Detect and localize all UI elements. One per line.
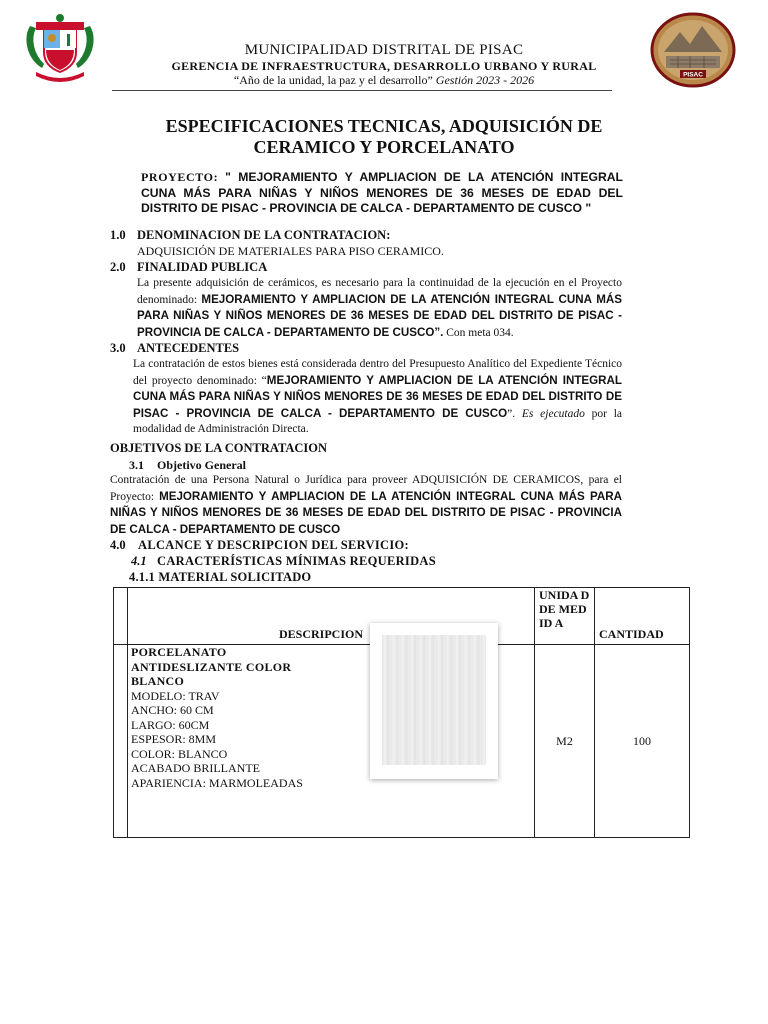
- header-motto: [0, 73, 768, 88]
- objectives-title: OBJETIVOS DE LA CONTRATACION: [110, 441, 328, 455]
- document-title-line2: CERAMICO Y PORCELANATO: [253, 137, 515, 157]
- municipality-name: MUNICIPALIDAD DISTRITAL DE PISAC: [244, 42, 524, 58]
- item-spec: MODELO: TRAV: [131, 688, 220, 703]
- item-spec: ACABADO BRILLANTE: [131, 761, 260, 775]
- section-1-title: DENOMINACION DE LA CONTRATACION:: [137, 228, 391, 242]
- section-3-title: ANTECEDENTES: [137, 341, 240, 355]
- seal-text: PISAC: [683, 71, 703, 79]
- table-cell-index: [114, 645, 128, 838]
- objective-text-a: Contratación de una Persona Natural o Jurídica para proveer ADQUISICIÓN DE CERAMICOS, para el Proyecto:: [110, 474, 622, 503]
- section-2-project-name: MEJORAMIENTO Y AMPLIACION DE LA ATENCIÓN INTEGRAL CUNA MÁS PARA NIÑAS Y NIÑOS MENORES DE 36 MESES DE EDAD DEL DISTRITO DE PISAC - PROVINCIA DE CALCA - DEPARTAMENTO DE CUSCO”.: [137, 292, 623, 339]
- section-3-text-c: ”.: [507, 407, 516, 420]
- item-spec: COLOR: BLANCO: [131, 746, 228, 761]
- management-term: Gestión 2023 - 2026: [435, 73, 535, 87]
- document-title-line1: ESPECIFICACIONES TECNICAS, ADQUISICIÓN DE: [165, 116, 603, 136]
- section-4-title: ALCANCE Y DESCRIPCION DEL SERVICIO:: [138, 538, 409, 552]
- section-1-num: 1.0: [110, 228, 126, 242]
- item-spec: LARGO: 60CM: [131, 717, 210, 732]
- department-name: GERENCIA DE INFRAESTRUCTURA, DESARROLLO URBANO Y RURAL: [171, 59, 597, 73]
- table-cell-quantity: [595, 645, 690, 838]
- item-spec: APARIENCIA: MARMOLEADAS: [131, 775, 303, 790]
- item-quantity: 100: [633, 733, 651, 748]
- motto-text: “Año de la unidad, la paz y el desarrollo”: [233, 73, 433, 87]
- header-divider: [112, 90, 612, 91]
- section-3-text-e: por la modalidad de Administración Directa.: [133, 407, 623, 435]
- item-unit: M2: [556, 733, 573, 748]
- section-3-text: [133, 357, 622, 438]
- section-3-project-name: MEJORAMIENTO Y AMPLIACION DE LA ATENCIÓN INTEGRAL CUNA MÁS PARA NIÑAS Y NIÑOS MENORES DE 36 MESES DE EDAD DEL DISTRITO DE PISAC - PROVINCIA DE CALCA - DEPARTAMENTO DE CUSCO: [133, 373, 623, 420]
- section-3-num: 3.0: [110, 341, 126, 355]
- porcelain-tile-image: [370, 623, 498, 779]
- section-2-num: 2.0: [110, 260, 126, 274]
- section-4-1-1-title: 4.1.1 MATERIAL SOLICITADO: [129, 570, 312, 584]
- section-4-num: 4.0: [110, 538, 126, 552]
- marble-tile-texture: [382, 635, 486, 765]
- section-4-1-num: 4.1: [131, 554, 147, 568]
- project-name: " MEJORAMIENTO Y AMPLIACION DE LA ATENCIÓN INTEGRAL CUNA MÁS PARA NIÑAS Y NIÑOS MENORES DE 36 MESES DE EDAD DEL DISTRITO DE PISAC - PROVINCIA DE CALCA - DEPARTAMENTO DE CUSCO ": [141, 170, 623, 215]
- table-header-quantity: CANTIDAD: [599, 627, 664, 641]
- project-statement: [141, 170, 623, 217]
- objective-num: 3.1: [129, 458, 144, 472]
- section-3-text-a: La contratación de estos bienes está considerada dentro del Presupuesto Analítico del Expediente Técnico del proyecto denominado: “: [133, 358, 622, 387]
- item-spec: ANCHO: 60 CM: [131, 703, 214, 717]
- table-header-quantity-cell: [595, 588, 690, 645]
- section-2-text-c: Con meta 034.: [446, 326, 514, 339]
- objective-text: [110, 473, 622, 538]
- item-title: PORCELANATO ANTIDESLIZANTE COLOR BLANCO: [131, 645, 292, 688]
- section-4-1-title: CARACTERÍSTICAS MÍNIMAS REQUERIDAS: [157, 554, 436, 568]
- table-header-unit: UNIDA D DE MEDID A: [539, 588, 590, 630]
- project-label: PROYECTO:: [141, 170, 219, 184]
- section-1-text: ADQUISICIÓN DE MATERIALES PARA PISO CERAMICO.: [137, 244, 444, 258]
- table-header-description: DESCRIPCION: [278, 627, 363, 641]
- item-spec: ESPESOR: 8MM: [131, 732, 217, 746]
- section-2-text: [137, 276, 622, 341]
- section-2-title: FINALIDAD PUBLICA: [137, 260, 268, 274]
- table-cell-index-header: [114, 588, 128, 645]
- table-cell-unit: [535, 645, 595, 838]
- table-header-unit-cell: [535, 588, 595, 645]
- objective-project-name: MEJORAMIENTO Y AMPLIACION DE LA ATENCIÓN INTEGRAL CUNA MÁS PARA NIÑAS Y NIÑOS MENORES DE 36 MESES DE EDAD DEL DISTRITO DE PISAC - PROVINCIA DE CALCA - DEPARTAMENTO DE CUSCO: [110, 489, 623, 536]
- section-3-text-d: Es ejecutado: [521, 407, 585, 420]
- section-2-text-a: La presente adquisición de cerámicos, es necesario para la continuidad de la ejecución en el Proyecto denominado:: [137, 277, 622, 306]
- objective-general-title: Objetivo General: [157, 458, 246, 472]
